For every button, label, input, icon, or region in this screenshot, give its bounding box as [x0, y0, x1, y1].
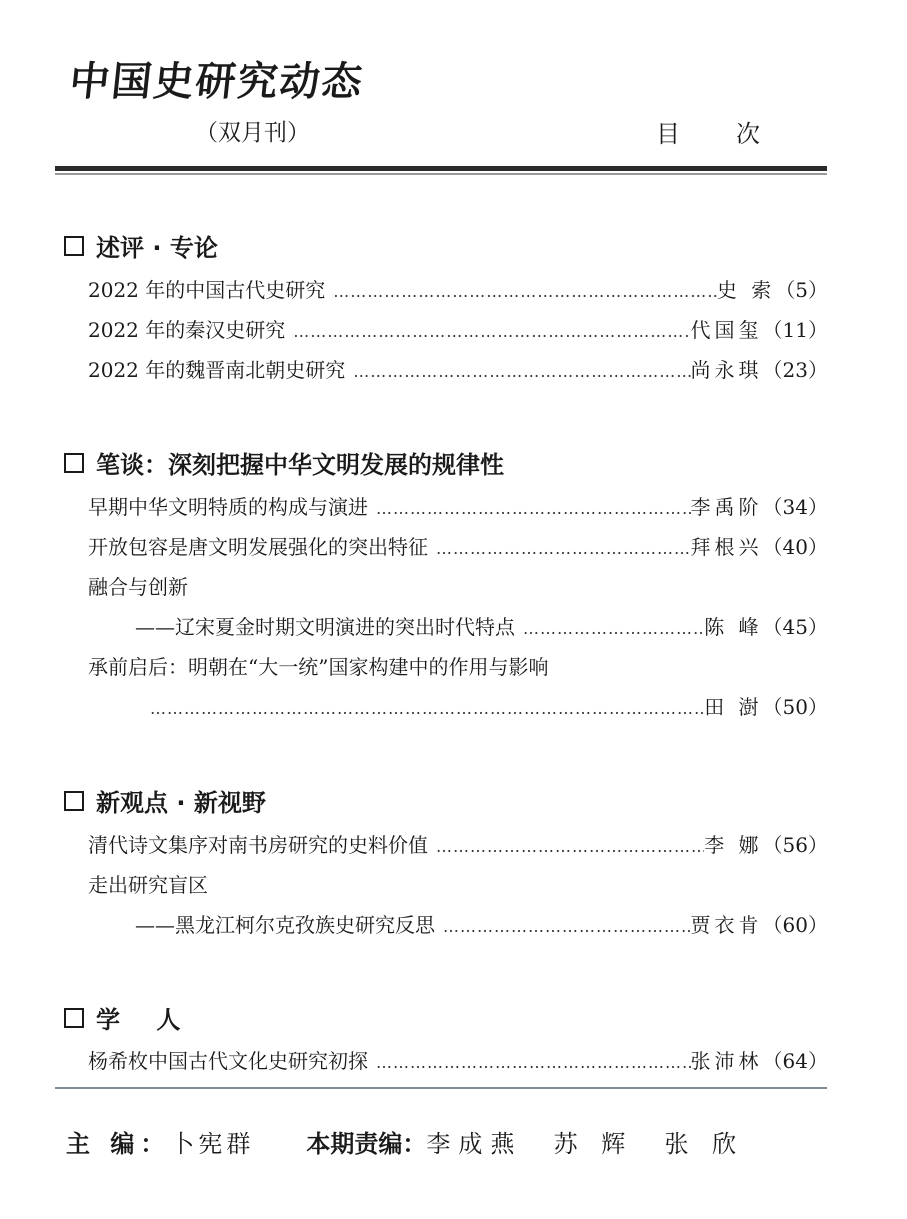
toc-entry[interactable]: [88, 491, 828, 521]
toc-entry[interactable]: [88, 354, 828, 384]
entry-title: 杨希枚中国古代文化史研究初探: [88, 1049, 368, 1073]
entry-page: （34）: [762, 495, 828, 519]
entry-title: 清代诗文集序对南书房研究的史料价值: [88, 833, 428, 857]
toc-entry[interactable]: [88, 1045, 828, 1075]
entry-title: 走出研究盲区: [88, 873, 208, 897]
dot-leader: [368, 1053, 691, 1072]
entry-page: （23）: [762, 358, 828, 382]
toc-entry[interactable]: [150, 691, 828, 721]
section-title: 述评 · 专论: [96, 234, 218, 262]
entry-author: 拜根兴: [690, 535, 763, 559]
section-title: 笔谈：深刻把握中华文明发展的规律性: [96, 451, 504, 479]
header-divider-shadow: [55, 173, 827, 175]
journal-subtitle: （双月刊）: [195, 120, 310, 146]
editor-credits: [66, 1124, 744, 1159]
entry-author: 陈 峰: [704, 615, 763, 639]
entry-title: 2022 年的秦汉史研究: [88, 318, 286, 342]
entry-author: 史 索: [716, 278, 776, 302]
journal-title: 中国史研究动态: [67, 59, 367, 105]
entry-subtitle: ——黑龙江柯尔克孜族史研究反思: [135, 913, 435, 937]
entry-author: 李 娜: [704, 833, 763, 857]
entry-page: （64）: [762, 1049, 828, 1073]
entry-page: （56）: [762, 833, 828, 857]
section-heading: [64, 1000, 194, 1035]
section-heading: [64, 228, 218, 263]
checkbox-icon: [64, 1008, 84, 1028]
entry-author: 李禹阶: [690, 495, 763, 519]
entry-page: （11）: [762, 318, 828, 342]
toc-entry[interactable]: [135, 909, 828, 939]
entry-page: （45）: [762, 615, 828, 639]
dot-leader: [325, 282, 717, 301]
entry-page: （40）: [762, 535, 828, 559]
toc-entry[interactable]: [88, 531, 828, 561]
dot-leader: [150, 699, 704, 718]
entry-author: 田 澍: [704, 695, 763, 719]
dot-leader: [345, 362, 690, 381]
issue-editors-label: 本期责编：: [306, 1130, 427, 1158]
header-divider: [55, 166, 827, 171]
dot-leader: [428, 539, 691, 558]
section-heading: [64, 445, 504, 480]
toc-entry[interactable]: [88, 274, 828, 304]
toc-entry[interactable]: [135, 611, 828, 641]
entry-title: 开放包容是唐文明发展强化的突出特征: [88, 535, 428, 559]
toc-entry[interactable]: [88, 314, 828, 344]
section-title: 学 人: [96, 1006, 195, 1034]
checkbox-icon: [64, 236, 84, 256]
dot-leader: [368, 499, 691, 518]
footer-divider: [55, 1087, 827, 1089]
checkbox-icon: [64, 453, 84, 473]
entry-subtitle: ——辽宋夏金时期文明演进的突出时代特点: [135, 615, 515, 639]
dot-leader: [435, 917, 691, 936]
section-title: 新观点 · 新视野: [96, 789, 266, 817]
entry-title: 早期中华文明特质的构成与演进: [88, 495, 368, 519]
dot-leader: [428, 837, 704, 856]
chief-editor-name: 卜宪群: [170, 1130, 255, 1158]
section-heading: [64, 783, 266, 818]
issue-editors-names: 李成燕 苏 辉 张 欣: [426, 1130, 745, 1158]
entry-page: （50）: [762, 695, 828, 719]
entry-author: 贾衣肯: [690, 913, 763, 937]
dot-leader: [285, 322, 690, 341]
entry-title: 融合与创新: [88, 575, 188, 599]
checkbox-icon: [64, 791, 84, 811]
entry-author: 代国玺: [690, 318, 763, 342]
entry-author: 张沛林: [690, 1049, 763, 1073]
toc-label: 目次: [656, 120, 816, 148]
entry-page: （5）: [775, 278, 828, 302]
entry-title: 承前启后：明朝在“大一统”国家构建中的作用与影响: [88, 655, 549, 679]
entry-author: 尚永琪: [690, 358, 763, 382]
chief-editor-label: 主 编：: [66, 1130, 171, 1158]
dot-leader: [515, 619, 704, 638]
entry-title: 2022 年的中国古代史研究: [88, 278, 326, 302]
toc-entry[interactable]: [88, 829, 828, 859]
entry-page: （60）: [762, 913, 828, 937]
entry-title: 2022 年的魏晋南北朝史研究: [88, 358, 346, 382]
